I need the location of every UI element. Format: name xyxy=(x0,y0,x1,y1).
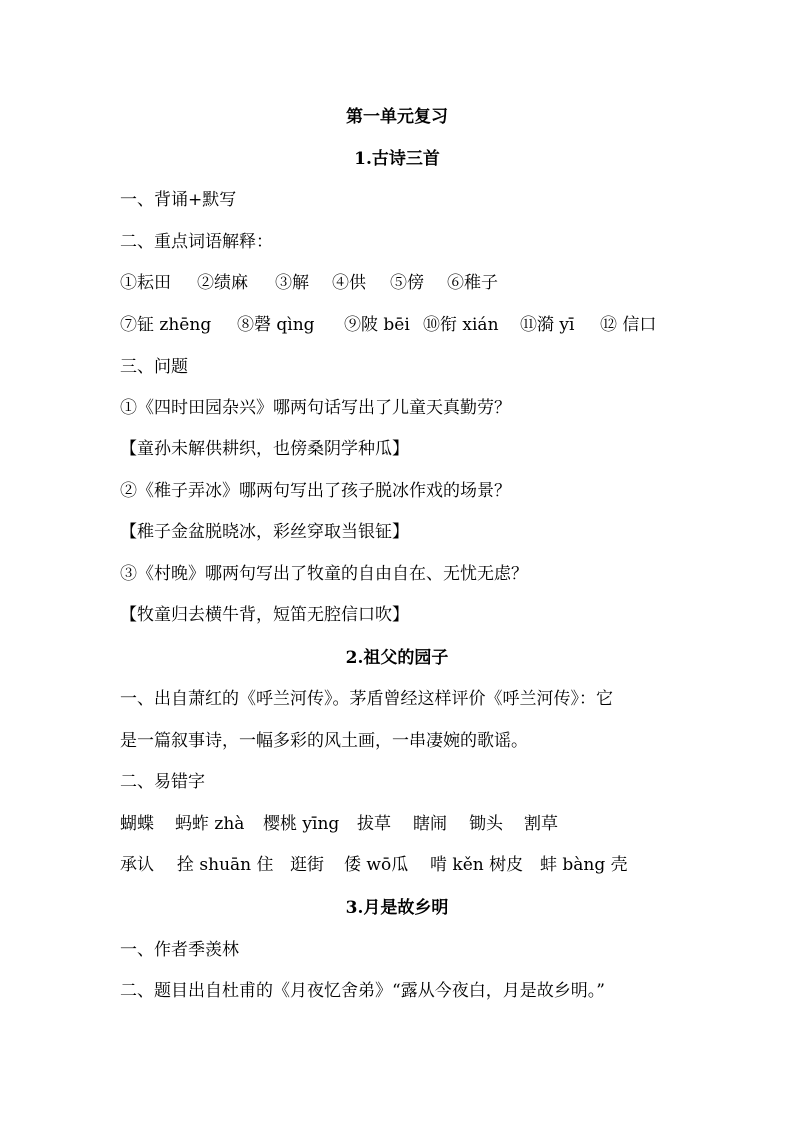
s2-words-row-2 xyxy=(120,854,628,876)
s2-item-source-line-2: 是一篇叙事诗，一幅多彩的风土画，一串凄婉的歌谣。 xyxy=(120,731,528,751)
s2-words-row-1 xyxy=(120,813,558,835)
word: 逛街 xyxy=(290,855,324,875)
word: 承认 xyxy=(120,855,154,875)
word: 拔草 xyxy=(357,814,391,834)
term: ⑩衔 xián xyxy=(423,315,499,335)
s1-answer-2: 【稚子金盆脱晓冰，彩丝穿取当银钲】 xyxy=(120,522,409,542)
word: 蚌 bàng 壳 xyxy=(540,855,628,875)
s1-item-terms-heading: 二、重点词语解释： xyxy=(120,232,273,252)
s3-item-title-source: 二、题目出自杜甫的《月夜忆舍弟》“露从今夜白，月是故乡明。” xyxy=(120,981,605,1001)
unit-title: 第一单元复习 xyxy=(346,107,448,127)
word: 蚂蚱 zhà xyxy=(175,814,245,834)
s1-item-questions-heading: 三、问题 xyxy=(120,357,188,377)
section-3-title: 3.月是故乡明 xyxy=(345,898,449,918)
term: ⑦钲 zhēng xyxy=(120,315,212,335)
s3-item-author: 一、作者季羡林 xyxy=(120,940,239,960)
term: ⑥稚子 xyxy=(447,273,498,293)
s1-answer-1: 【童孙未解供耕织，也傍桑阴学种瓜】 xyxy=(120,439,409,459)
word: 拴 shuān 住 xyxy=(177,855,274,875)
section-2-title: 2.祖父的园子 xyxy=(345,648,449,668)
term: ⑪漪 yī xyxy=(520,315,575,335)
s1-terms-row-2 xyxy=(120,314,656,336)
term: ⑫ 信口 xyxy=(600,315,657,335)
section-1-title: 1.古诗三首 xyxy=(354,149,440,169)
s1-question-2: ②《稚子弄冰》哪两句写出了孩子脱冰作戏的场景？ xyxy=(120,481,511,501)
term: ③解 xyxy=(275,273,309,293)
s2-item-typo-heading: 二、易错字 xyxy=(120,772,205,792)
word: 割草 xyxy=(524,814,558,834)
s1-question-3: ③《村晚》哪两句写出了牧童的自由自在、无忧无虑？ xyxy=(120,564,528,584)
term: ②绩麻 xyxy=(197,273,248,293)
s1-question-1: ①《四时田园杂兴》哪两句话写出了儿童天真勤劳？ xyxy=(120,398,511,418)
word: 樱桃 yīng xyxy=(263,814,340,834)
s1-terms-row-1 xyxy=(120,272,498,294)
word: 锄头 xyxy=(469,814,503,834)
s1-item-recite: 一、背诵+默写 xyxy=(120,190,237,210)
term: ⑨陂 bēi xyxy=(344,315,410,335)
term: ①耘田 xyxy=(120,273,171,293)
term: ④供 xyxy=(332,273,366,293)
word: 蝴蝶 xyxy=(120,814,154,834)
s1-answer-3: 【牧童归去横牛背，短笛无腔信口吹】 xyxy=(120,605,409,625)
term: ⑧磬 qìng xyxy=(237,315,315,335)
term: ⑤傍 xyxy=(390,273,424,293)
word: 瞎闹 xyxy=(413,814,447,834)
s2-item-source-line-1: 一、出自萧红的《呼兰河传》。茅盾曾经这样评价《呼兰河传》：它 xyxy=(120,689,613,709)
word: 啃 kěn 树皮 xyxy=(430,855,524,875)
word: 倭 wō瓜 xyxy=(344,855,409,875)
